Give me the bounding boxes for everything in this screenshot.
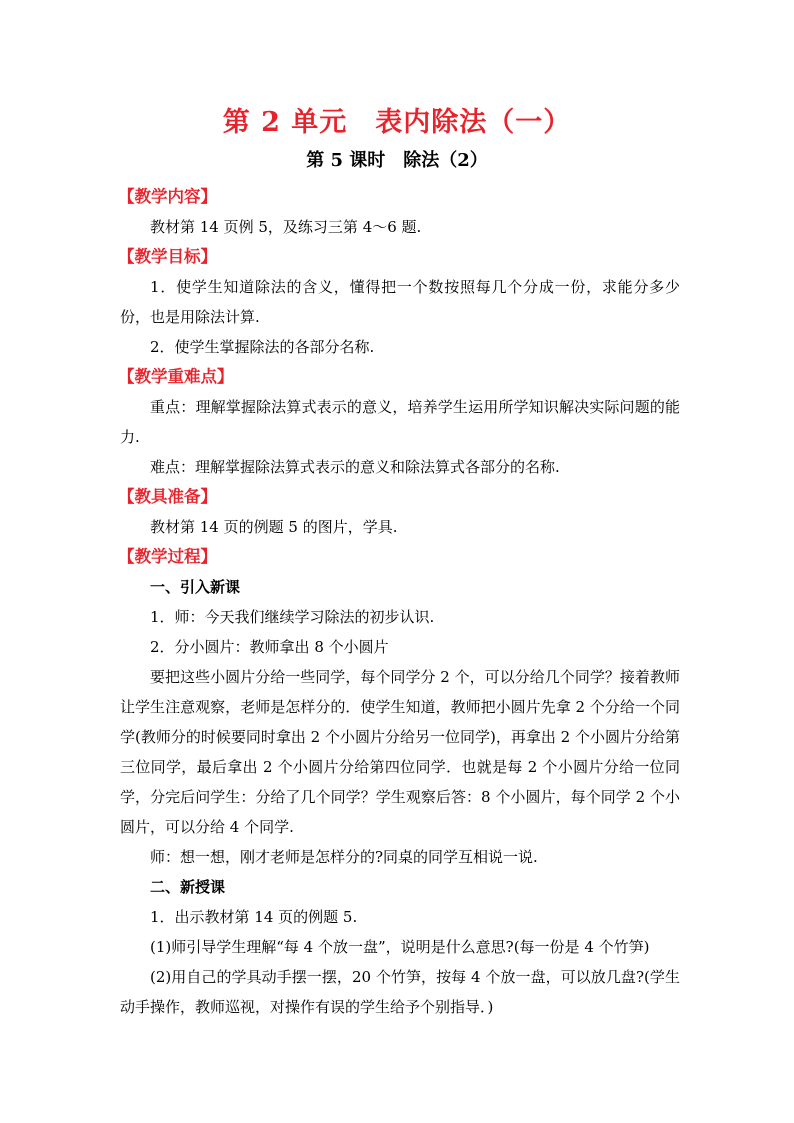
section-heading-materials: 【教具准备】 — [118, 487, 217, 506]
process-subheading-intro: 一、引入新课 — [150, 578, 241, 596]
content-paragraph: 教材第 14 页例 5，及练习三第 4～6 题. — [150, 218, 422, 236]
process-paragraph: 要把这些小圆片分给一些同学，每个同学分 2 个，可以分给几个同学？接着教师让学生注意观察，老师是怎样分的．使学生知道，教师把小圆片先拿 2 个分给一个同学(教师分的时候要同时拿出 2 个小圆片分给另一位同学)，再拿出 2 个小圆片分给第三位同学，最后拿出 2 个小圆片分给第四位同学．也就是每 2 个小圆片分给一位同学，分完后问学生：分给了几个同学？学生观察后答：8 个小圆片，每个同学 2 个小圆片，可以分给 4 个同学. — [120, 668, 680, 836]
goal-item-1: 1．使学生知道除法的含义，懂得把一个数按照每几个分成一份，求能分多少份，也是用除法计算. — [120, 278, 680, 326]
key-point-focus: 重点：理解掌握除法算式表示的意义，培养学生运用所学知识解决实际问题的能力. — [120, 398, 680, 446]
process-paragraph: 1．出示教材第 14 页的例题 5. — [150, 908, 358, 926]
section-heading-goals: 【教学目标】 — [118, 247, 217, 266]
goal-item-2: 2．使学生掌握除法的各部分名称. — [150, 338, 375, 356]
unit-title: 第 2 单元 表内除法（一） — [222, 107, 572, 138]
process-paragraph: 1．师：今天我们继续学习除法的初步认识. — [150, 608, 435, 626]
section-heading-process: 【教学过程】 — [118, 547, 217, 566]
process-paragraph: (2)用自己的学具动手摆一摆，20 个竹笋，按每 4 个放一盘，可以放几盘?(学生动手操作，教师巡视，对操作有误的学生给予个别指导．) — [120, 968, 680, 1016]
process-paragraph: (1)师引导学生理解“每 4 个放一盘”，说明是什么意思?(每一份是 4 个竹笋) — [150, 938, 650, 956]
materials-paragraph: 教材第 14 页的例题 5 的图片，学具. — [150, 518, 398, 536]
section-heading-key-points: 【教学重难点】 — [118, 367, 234, 386]
lesson-title: 第 5 课时 除法（2） — [306, 150, 488, 171]
document-body — [120, 182, 680, 1022]
process-subheading-new-lesson: 二、新授课 — [150, 878, 226, 896]
process-paragraph: 师：想一想，刚才老师是怎样分的?同桌的同学互相说一说. — [150, 848, 538, 866]
section-heading-content: 【教学内容】 — [118, 187, 217, 206]
key-point-difficulty: 难点：理解掌握除法算式表示的意义和除法算式各部分的名称. — [150, 458, 560, 476]
process-paragraph: 2．分小圆片：教师拿出 8 个小圆片 — [150, 638, 389, 656]
